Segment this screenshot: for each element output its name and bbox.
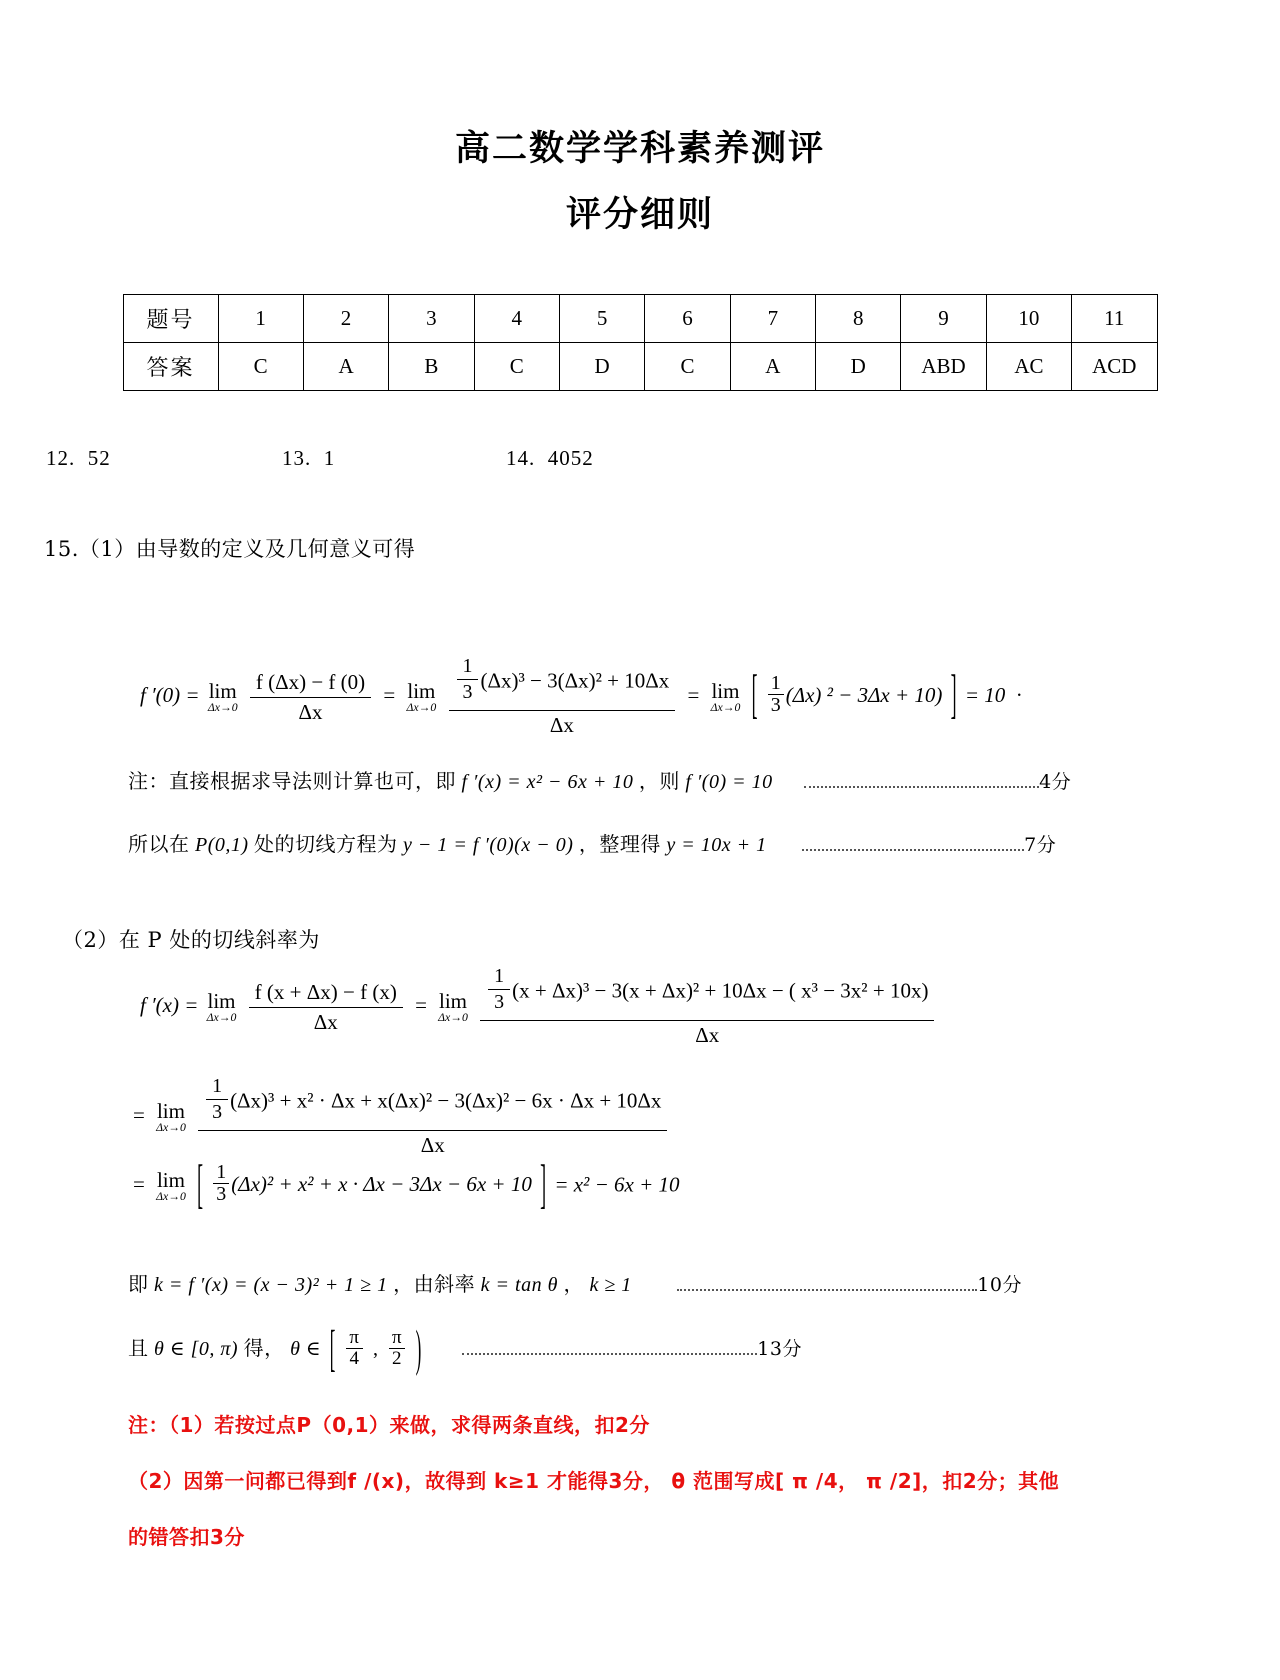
fill-in-answer-13 bbox=[282, 446, 506, 471]
theta-expression-1: θ ∈ [0, π) bbox=[154, 1338, 239, 1361]
table-cell-question: 8 bbox=[816, 295, 901, 343]
row-header-answer: 答案 bbox=[123, 343, 218, 391]
q15-part2-heading: （2）在 P 处的切线斜率为 bbox=[62, 928, 320, 952]
formula-lhs: f ′(x) = bbox=[140, 992, 199, 1017]
fraction-expanded: $\frac{1}{3}$ (Δx)³ − 3(Δx)² + 10Δx Δx bbox=[449, 655, 676, 739]
bracket-left-icon: [ bbox=[197, 1153, 204, 1214]
table-cell-answer: A bbox=[303, 343, 388, 391]
q15-formula-1: f ′(0) = lim Δx→0 $\frac{f (\Delta x) - f (0)}{\Delta x}$ = lim Δx→0 $\frac{1}{3}$ (Δx)³ − 3(Δx)² + 10Δx Δx = lim Δx→0 [ $\frac{1}{3}$ (Δx) ² − 3Δx + 10) ] = 10 · bbox=[140, 655, 1100, 739]
fraction-difference-quotient: $\frac{f (\Delta x) - f (0)}{\Delta x}$ bbox=[250, 668, 371, 725]
table-cell-question: 2 bbox=[303, 295, 388, 343]
q15-slope-line bbox=[0, 1268, 1228, 1297]
fraction-expanded: $\frac{1}{3}$ (x + Δx)³ − 3(x + Δx)² + 10Δx − ( x³ − 3x² + 10x) Δx bbox=[480, 965, 934, 1049]
red-note-2: （2）因第一问都已得到f /(x)，故得到 k≥1 才能得3分， θ 范围写成[ π /4， π /2]，扣2分；其他 bbox=[128, 1469, 1060, 1493]
bracket-left-icon: [ bbox=[751, 664, 758, 725]
fill-in-answers-row bbox=[0, 446, 1280, 471]
limit-operator: lim Δx→0 bbox=[710, 678, 741, 714]
table-cell-answer: C bbox=[645, 343, 730, 391]
slope-prefix: 即 bbox=[128, 1272, 149, 1296]
limit-operator: lim Δx→0 bbox=[207, 678, 238, 714]
table-cell-question: 1 bbox=[218, 295, 303, 343]
theta-prefix: 且 bbox=[128, 1336, 149, 1361]
table-cell-answer: D bbox=[559, 343, 644, 391]
tangent-point: P(0,1) bbox=[195, 834, 249, 856]
formula-lhs: f ′(0) = bbox=[140, 682, 200, 707]
score-marker: 4分 bbox=[1039, 771, 1072, 793]
table-cell-question: 11 bbox=[1072, 295, 1157, 343]
note-prefix: 注：直接根据求导法则计算也可，即 bbox=[128, 769, 456, 793]
fill-in-answer-12 bbox=[46, 446, 282, 471]
fill-in-value: 4052 bbox=[547, 446, 594, 470]
table-cell-question: 10 bbox=[986, 295, 1071, 343]
answer-table-wrap bbox=[123, 294, 1158, 391]
page-title: 高二数学学科素养测评 bbox=[454, 128, 825, 169]
fill-in-value: 52 bbox=[87, 446, 111, 470]
red-note-3: 的错答扣3分 bbox=[128, 1525, 245, 1549]
theta-expression-2: θ ∈ bbox=[290, 1338, 322, 1361]
table-cell-answer: B bbox=[389, 343, 474, 391]
table-cell-answer: D bbox=[816, 343, 901, 391]
tangent-prefix: 所以在 bbox=[128, 832, 190, 856]
theta-middle: 得， bbox=[243, 1336, 285, 1361]
table-cell-answer: ACD bbox=[1072, 343, 1157, 391]
formula-inner: $\frac{1}{3}$ (Δx)² + x² + x · Δx − 3Δx − 6x + 10 bbox=[211, 1172, 532, 1196]
q15-formula-2-line-3: = lim Δx→0 [ $\frac{1}{3}$ (Δx)² + x² + x · Δx − 3Δx − 6x + 10 ] = x² − 6x + 10 bbox=[133, 1153, 680, 1214]
tangent-middle: 处的切线方程为 bbox=[254, 832, 398, 856]
slope-tail: ， bbox=[563, 1272, 584, 1296]
table-cell-answer: C bbox=[218, 343, 303, 391]
interval-upper: $\frac{\pi}{2}$ bbox=[389, 1328, 405, 1369]
note-expression-1: f ′(x) = x² − 6x + 10 bbox=[461, 771, 634, 793]
table-cell-question: 6 bbox=[645, 295, 730, 343]
page-subtitle: 评分细则 bbox=[565, 194, 714, 235]
limit-operator: lim Δx→0 bbox=[156, 1168, 186, 1204]
title-block bbox=[0, 0, 1280, 236]
table-cell-answer: A bbox=[730, 343, 815, 391]
slope-expression-2: k = tan θ bbox=[480, 1274, 558, 1296]
q15-part1-heading: 15.（1）由导数的定义及几何意义可得 bbox=[44, 537, 416, 561]
fill-in-value: 1 bbox=[323, 446, 336, 470]
leader-dots bbox=[802, 835, 1024, 851]
table-cell-question: 4 bbox=[474, 295, 559, 343]
table-cell-answer: AC bbox=[986, 343, 1071, 391]
red-note-1: 注：（1）若按过点P（0,1）来做，求得两条直线，扣2分 bbox=[128, 1413, 650, 1437]
answer-table bbox=[123, 294, 1158, 391]
leader-dots bbox=[462, 1339, 757, 1355]
q15-theta-line: 且 θ ∈ [0, π) 得， θ ∈ [ $\frac{\pi}{4}$ , $\frac{\pi}{2}$ ) 13分 bbox=[0, 1330, 1228, 1371]
limit-operator: lim Δx→0 bbox=[156, 1098, 186, 1134]
tangent-expression-2: y = 10x + 1 bbox=[666, 834, 767, 856]
note-expression-2: f ′(0) = 10 bbox=[685, 771, 773, 793]
leader-dots bbox=[804, 772, 1039, 788]
table-cell-question: 5 bbox=[559, 295, 644, 343]
table-cell-question: 9 bbox=[901, 295, 986, 343]
paren-right-icon: ) bbox=[415, 1320, 422, 1378]
fill-in-number: 13. bbox=[282, 446, 312, 470]
table-row-answers bbox=[123, 343, 1157, 391]
score-marker: 7分 bbox=[1024, 834, 1057, 856]
q15-formula-2-line-1: f ′(x) = lim Δx→0 $\frac{f (x + \Delta x) - f (x)}{\Delta x}$ = lim Δx→0 $\frac{1}{3}$ (x + Δx)³ − 3(x + Δx)² + 10Δx − ( x³ − 3x² + 10x) Δx bbox=[140, 965, 1140, 1049]
fill-in-answer-14 bbox=[506, 446, 594, 471]
score-marker: 10分 bbox=[977, 1274, 1022, 1296]
table-cell-question: 7 bbox=[730, 295, 815, 343]
score-marker: 13分 bbox=[757, 1338, 802, 1361]
note-middle: ，则 bbox=[638, 769, 680, 793]
formula-inner: $\frac{1}{3}$ (Δx) ² − 3Δx + 10) bbox=[766, 683, 943, 707]
formula-result: = 10 bbox=[964, 682, 1006, 707]
table-cell-answer: C bbox=[474, 343, 559, 391]
bracket-right-icon: ] bbox=[950, 664, 957, 725]
fraction-expanded-2: $\frac{1}{3}$ (Δx)³ + x² · Δx + x(Δx)² − 3(Δx)² − 6x · Δx + 10Δx Δx bbox=[198, 1075, 667, 1159]
formula-result: = x² − 6x + 10 bbox=[554, 1172, 680, 1197]
table-row-questions bbox=[123, 295, 1157, 343]
limit-operator: lim Δx→0 bbox=[438, 988, 468, 1024]
interval-lower: $\frac{\pi}{4}$ bbox=[346, 1328, 362, 1369]
fill-in-number: 12. bbox=[46, 446, 76, 470]
tangent-expression-1: y − 1 = f ′(0)(x − 0) bbox=[403, 834, 574, 856]
bracket-left-icon: [ bbox=[329, 1320, 336, 1378]
fill-in-number: 14. bbox=[506, 446, 536, 470]
slope-expression-1: k = f ′(x) = (x − 3)² + 1 ≥ 1 bbox=[154, 1274, 388, 1296]
q15-tangent-line bbox=[0, 828, 1228, 857]
limit-operator: lim Δx→0 bbox=[406, 678, 437, 714]
bracket-right-icon: ] bbox=[540, 1153, 547, 1214]
limit-operator: lim Δx→0 bbox=[206, 988, 237, 1024]
q15-note-derivative-rule bbox=[0, 765, 1228, 794]
q15-formula-2-line-2: = lim Δx→0 $\frac{1}{3}$ (Δx)³ + x² · Δx + x(Δx)² − 3(Δx)² − 6x · Δx + 10Δx Δx bbox=[130, 1075, 1130, 1159]
table-cell-question: 3 bbox=[389, 295, 474, 343]
table-cell-answer: ABD bbox=[901, 343, 986, 391]
row-header-question: 题号 bbox=[123, 295, 218, 343]
leader-dots bbox=[677, 1275, 977, 1291]
tangent-tail: ，整理得 bbox=[578, 832, 661, 856]
slope-middle: ，由斜率 bbox=[393, 1272, 476, 1296]
fraction-difference-quotient: $\frac{f (x + \Delta x) - f (x)}{\Delta x}$ bbox=[249, 978, 403, 1035]
slope-expression-3: k ≥ 1 bbox=[589, 1274, 632, 1296]
